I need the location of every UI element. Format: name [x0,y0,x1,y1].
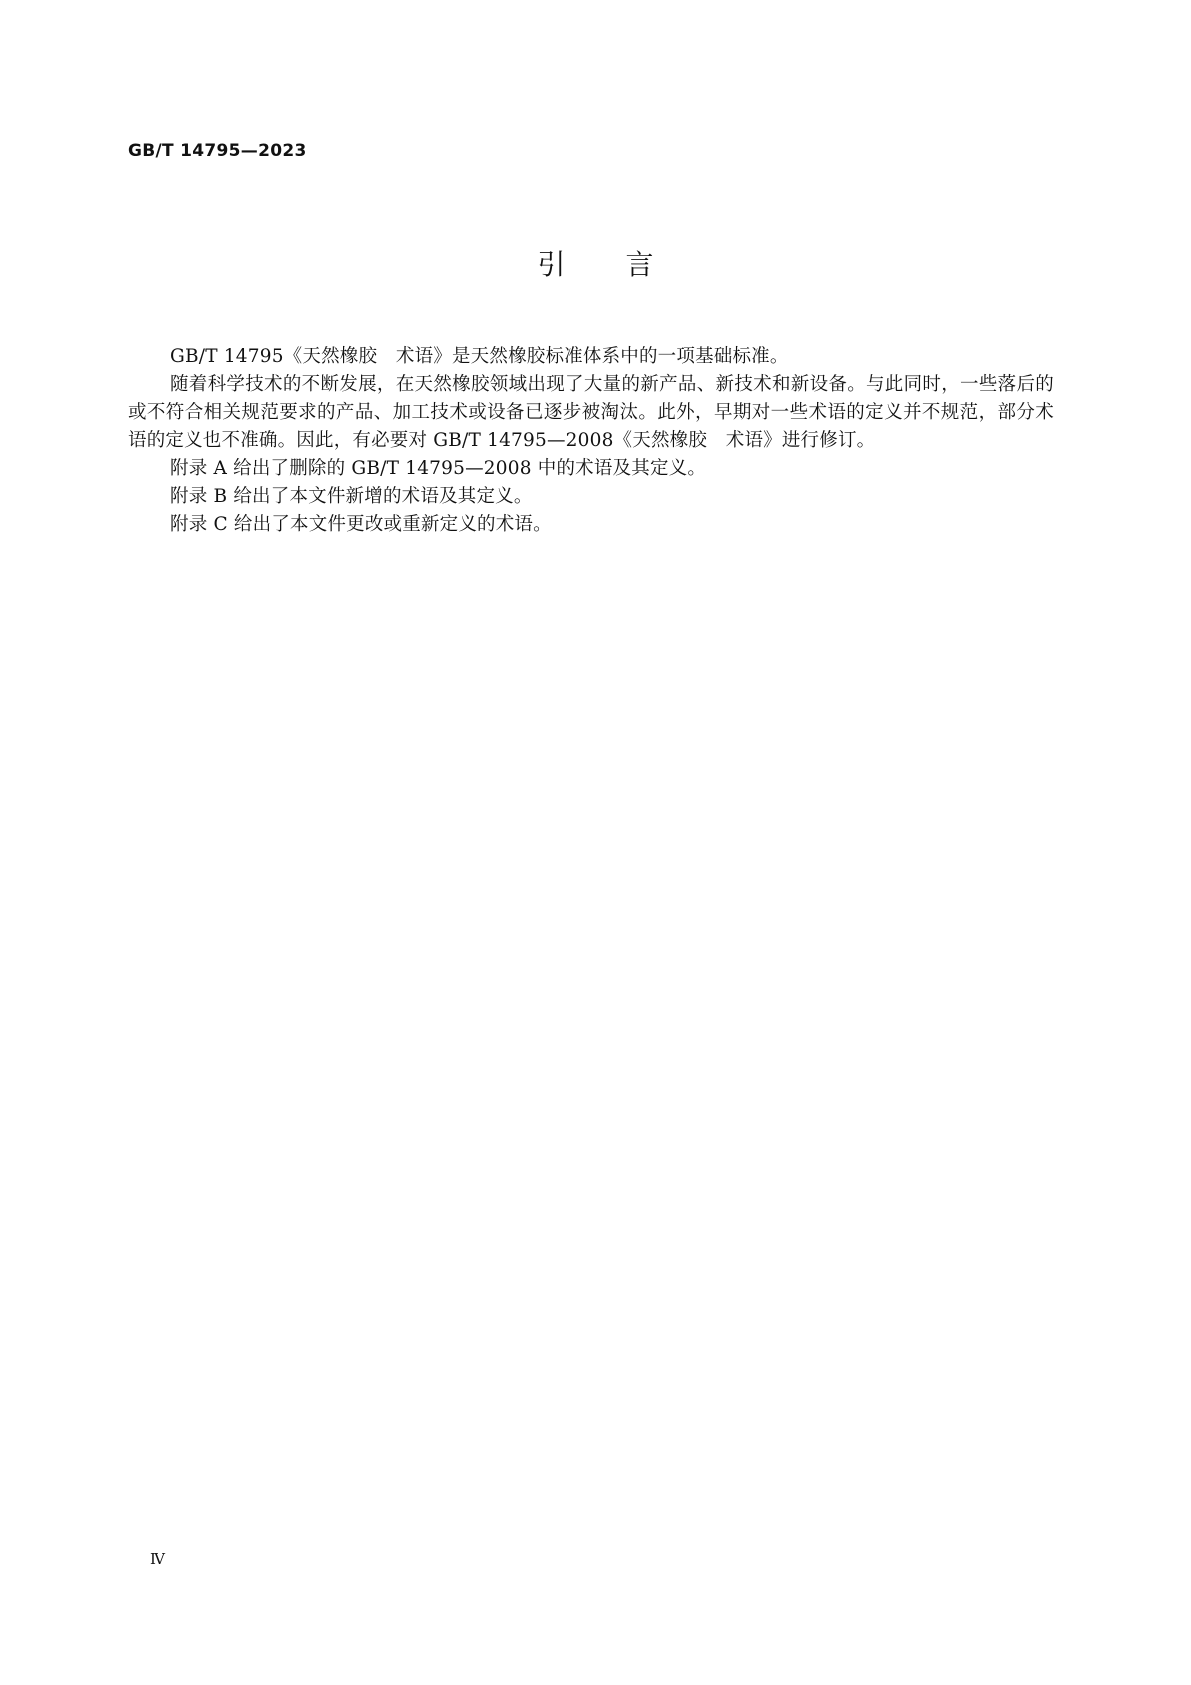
paragraph-annex-b: 附录 B 给出了本文件新增的术语及其定义。 [170,486,533,507]
paragraph-annex-a: 附录 A 给出了删除的 GB/T 14795—2008 中的术语及其定义。 [170,458,707,479]
paragraph-intro: GB/T 14795《天然橡胶 术语》是天然橡胶标准体系中的一项基础标准。 [170,346,789,367]
section-title: 引言 [537,248,714,281]
introduction-body [128,343,1054,539]
page-number: Ⅳ [150,1550,165,1568]
paragraph-annex-c: 附录 C 给出了本文件更改或重新定义的术语。 [170,514,552,535]
paragraph-revision-reason: 随着科学技术的不断发展，在天然橡胶领域出现了大量的新产品、新技术和新设备。与此同时，一些落后的或不符合相关规范要求的产品、加工技术或设备已逐步被淘汰。此外，早期对一些术语的定义并不规范，部分术语的定义也不准确。因此，有必要对 GB/T 14795—2008《天然橡胶 术语》进行修订。 [128,374,1054,451]
standard-number-header: GB/T 14795—2023 [128,141,307,161]
